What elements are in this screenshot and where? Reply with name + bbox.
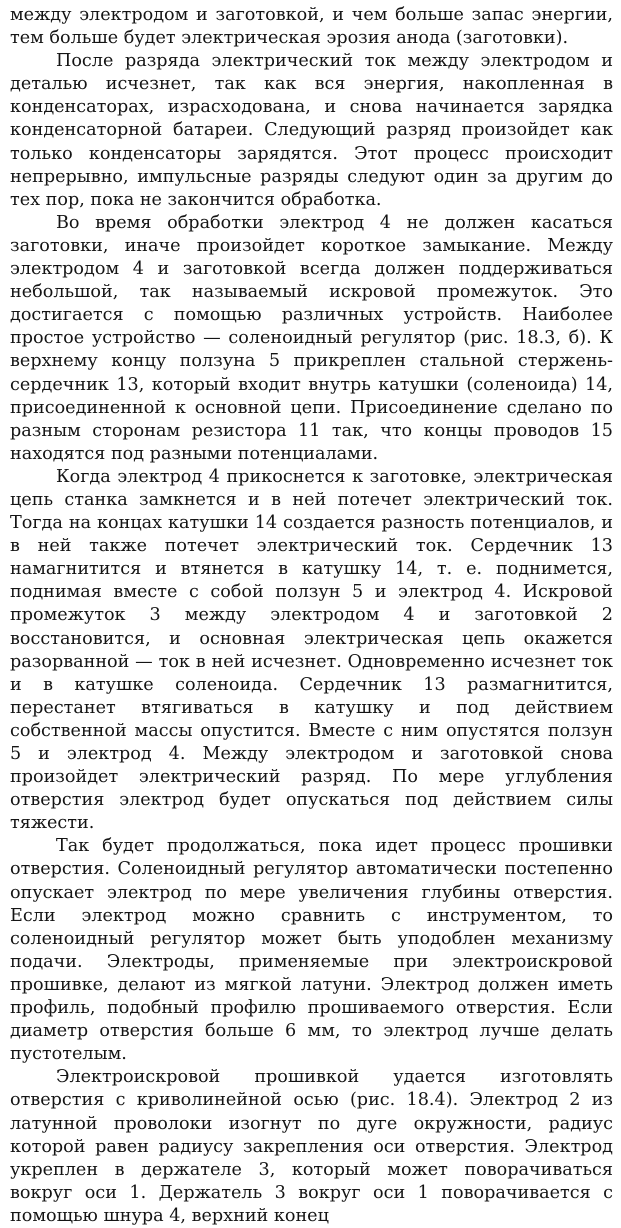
paragraph-5: Так будет продолжаться, пока идет процесс прошивки отверстия. Соленоидный регулятор автоматически постепенно опускает электрод по мере увеличения глубины отверстия. Если электрод можно сравнить с инструментом, то соленоидный регулятор может быть уподоблен механизму подачи. Электроды, применяемые при электроискровой прошивке, делают из мягкой латуни. Электрод должен иметь профиль, подобный профилю прошиваемого отверстия. Если диаметр отверстия больше 6 мм, то электрод лучше делать пустотелым. xyxy=(10,836,613,1065)
paragraph-4: Когда электрод 4 прикоснется к заготовке, электрическая цепь станка замкнется и в ней потечет электрический ток. Тогда на концах катушки 14 создается разность потенциалов, и в ней также потечет электрический ток. Сердечник 13 намагнитится и втянется в катушку 14, т. е. поднимется, поднимая вместе с собой ползун 5 и электрод 4. Искровой промежуток 3 между электродом 4 и заготовкой 2 восстановится, и основная электрическая цепь окажется разорванной — ток в ней исчезнет. Одновременно исчезнет ток и в катушке соленоида. Сердечник 13 размагнитится, перестанет втягиваться в катушку и под действием собственной массы опустится. Вместе с ним опустятся ползун 5 и электрод 4. Между электродом и заготовкой снова произойдет электрический разряд. По мере углубления отверстия электрод будет опускаться под действием силы тяжести. xyxy=(10,466,613,834)
paragraph-6: Электроискровой прошивкой удается изготовлять отверстия с криволинейной осью (рис. 18.4). Электрод 2 из латунной проволоки изогнут по дуге окружности, радиус которой равен радиусу закрепления оси отверстия. Электрод укреплен в держателе 3, который может поворачиваться вокруг оси 1. Держатель 3 вокруг оси 1 поворачивается с помощью шнура 4, верхний конец xyxy=(10,1067,613,1226)
paragraph-1: между электродом и заготовкой, и чем больше запас энергии, тем больше будет электрическая эрозия анода (заготовки). xyxy=(10,5,613,49)
paragraph-3: Во время обработки электрод 4 не должен касаться заготовки, иначе произойдет короткое замыкание. Между электродом 4 и заготовкой всегда должен поддерживаться небольшой, так называемый искровой промежуток. Это достигается с помощью различных устройств. Наиболее простое устройство — соленоидный регулятор (рис. 18.3, б). К верхнему концу ползуна 5 прикреплен стальной стержень-сердечник 13, который входит внутрь катушки (соленоида) 14, присоединенной к основной цепи. Присоединение сделано по разным сторонам резистора 11 так, что концы проводов 15 находятся под разными потенциалами. xyxy=(10,212,613,464)
paragraph-2: После разряда электрический ток между электродом и деталью исчезнет, так как вся энергия, накопленная в конденсаторах, израсходована, и снова начинается зарядка конденсаторной батареи. Следующий разряд произойдет как только конденсаторы зарядятся. Этот процесс происходит непрерывно, импульсные разряды следуют один за другим до тех пор, пока не закончится обработка. xyxy=(10,51,613,210)
